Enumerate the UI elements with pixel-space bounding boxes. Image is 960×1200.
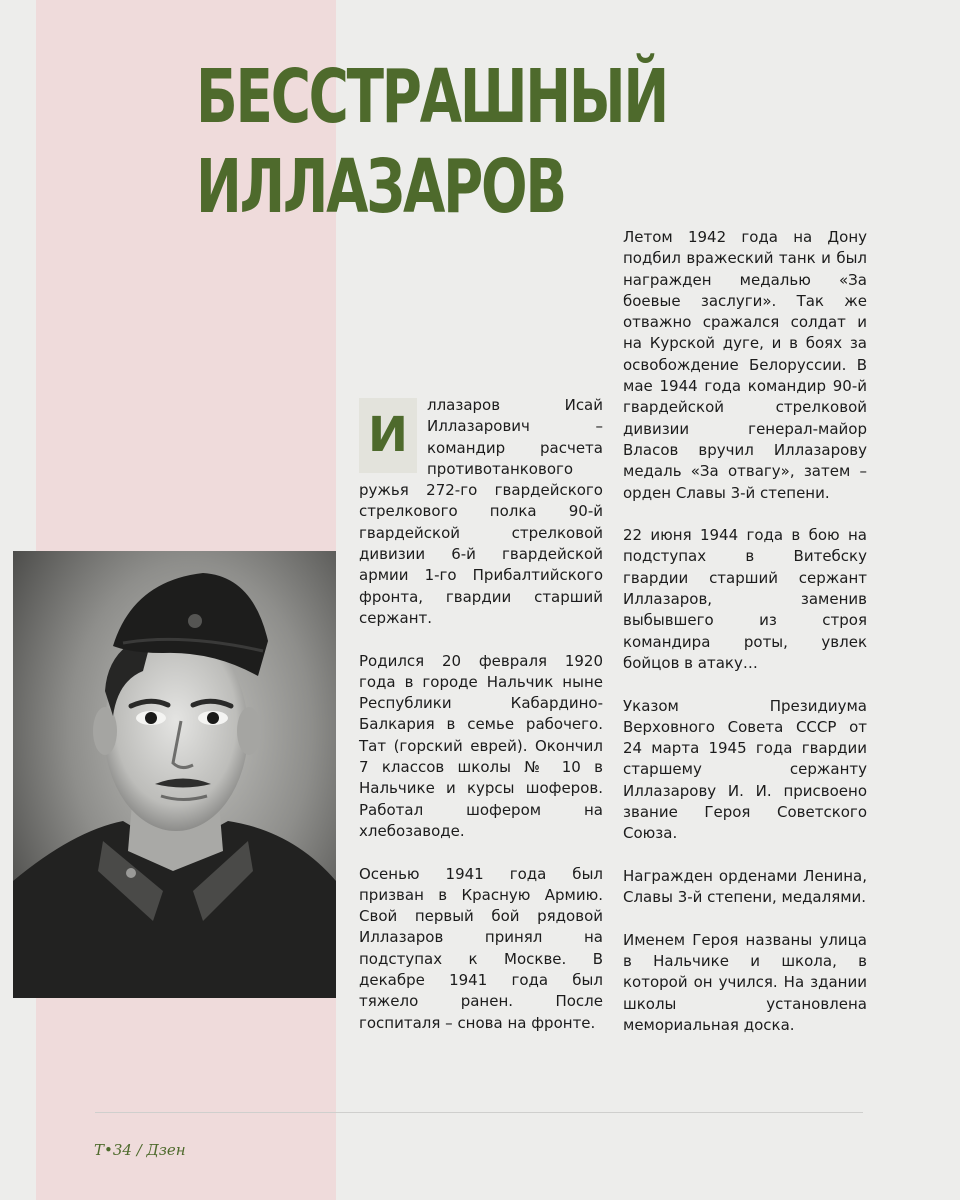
- paragraph-battle-1944: 22 июня 1944 года в бою на подступах в Витебску гвардии старший сержант Иллазаров, заменив выбывшего из строя командира роты, увлек бойцов в атаку…: [623, 526, 867, 672]
- intro-text-tail: ружья 272-го гвардейского стрелкового полка 90-й гвардейской стрелковой дивизии 6-й гвардейской армии 1-го Прибалтийского фронта, гвардии старший сержант.: [359, 481, 603, 627]
- title-line-1: БЕССТРАШНЫЙ: [196, 54, 668, 140]
- paragraph-memorial: Именем Героя названы улица в Нальчике и школа, в которой он учился. На здании школы установлена мемориальная доска.: [623, 930, 867, 1034]
- paragraph-birth: Родился 20 февраля 1920 года в городе Нальчик ныне Республики Кабардино-Балкария в семье рабочего. Тат (горский еврей). Окончил 7 классов школы № 10 в Нальчике и курсы шоферов. Работал шофером на хлебозаводе.: [359, 651, 603, 840]
- portrait-photo-icon: [13, 551, 336, 998]
- title-line-2: ИЛЛАЗАРОВ: [196, 144, 565, 230]
- paragraph-awards-1942: Летом 1942 года на Дону подбил вражеский танк и был награжден медалью «За боевые заслуги». Так же отважно сражался солдат и на Курской дуге, и в боях за освобождение Белоруссии. В мае 1944 года командир 90-й гвардейской стрелковой дивизии генерал-майор Власов вручил Иллазарову медаль «За отвагу», затем – орден Славы 3-й степени.: [623, 228, 867, 502]
- drop-cap: И: [359, 398, 417, 473]
- text-column-right: [623, 227, 867, 1058]
- text-column-middle: [359, 395, 603, 1055]
- paragraph-hero-title: Указом Президиума Верховного Совета СССР от 24 марта 1945 года гвардии старшему сержанту Иллазарову И. И. присвоено звание Героя Советского Союза.: [623, 696, 867, 843]
- footer-source-label: Т•34 / Дзен: [94, 1141, 186, 1159]
- paragraph-orders: Награжден орденами Ленина, Славы 3-й степени, медалями.: [623, 866, 867, 907]
- soldier-portrait-photo: [13, 551, 336, 998]
- footer-divider: [95, 1112, 863, 1113]
- paragraph-service: Осенью 1941 года был призван в Красную Армию. Свой первый бой рядовой Иллазаров принял на подступах к Москве. В декабре 1941 года был тяжело ранен. После госпиталя – снова на фронте.: [359, 864, 603, 1032]
- page-title: [196, 52, 667, 232]
- intro-text-head: ллазаров Исай Иллазарович – командир расчета противотанкового: [427, 396, 603, 478]
- intro-paragraph: [359, 395, 603, 480]
